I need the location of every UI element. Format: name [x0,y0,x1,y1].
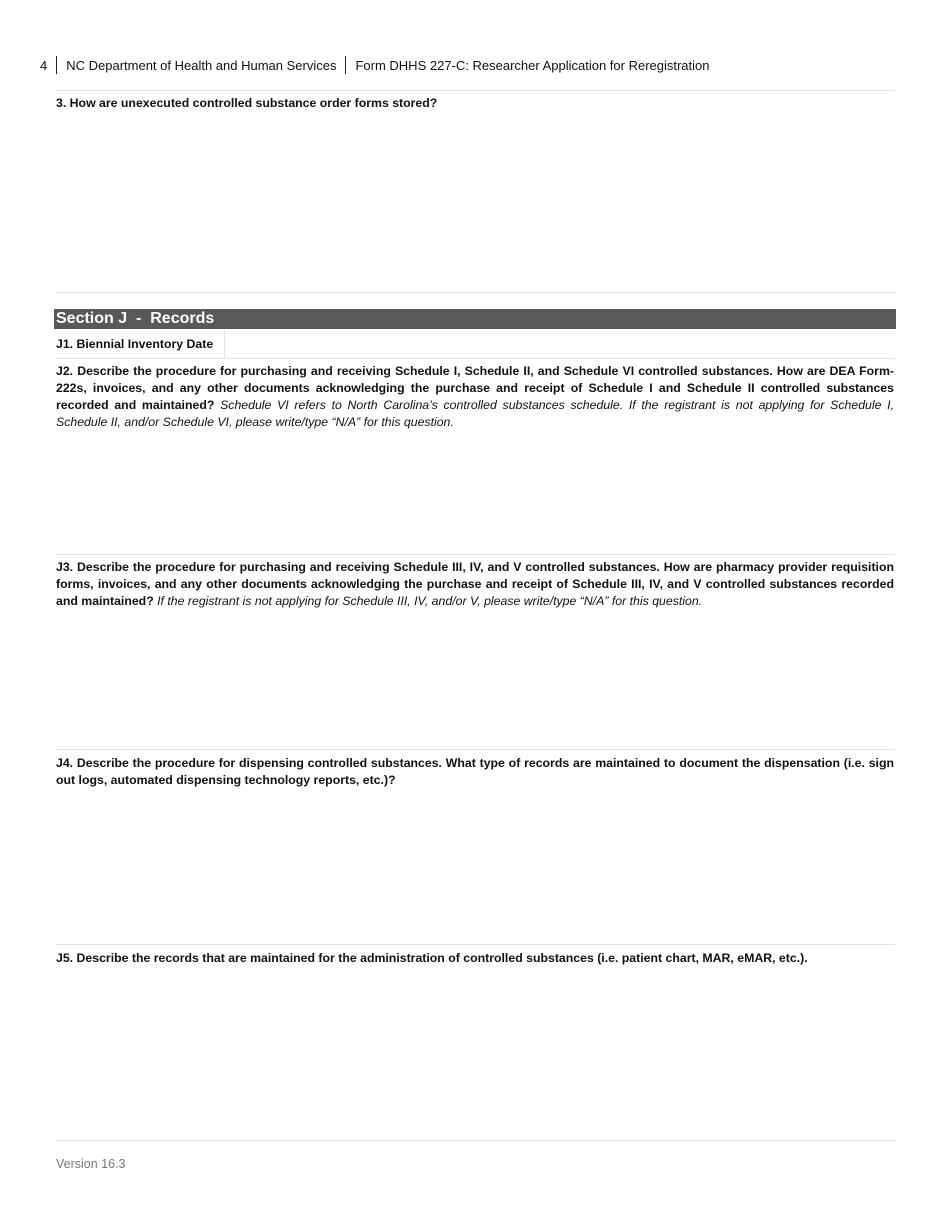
j2-question [56,363,894,431]
divider [55,358,895,359]
j5-question [56,950,894,967]
j2-question-note: Schedule VI refers to North Carolina’s controlled substances schedule. If the registrant is not applying for Schedule I, Schedule II, and/or Schedule VI, please write/type “N/A” for this question. [56,398,895,429]
form-title: Form DHHS 227-C: Researcher Application for Reregistration [355,57,710,73]
section-j-title: Section J - Records [54,309,896,329]
divider [55,749,895,750]
j1-biennial-inventory-date-field[interactable] [224,330,896,358]
divider [55,944,895,945]
header-divider [345,56,346,74]
j4-question [56,755,894,789]
page-number: 4 [40,57,48,73]
header-divider [56,56,57,74]
divider [55,90,895,91]
j3-question [56,559,894,610]
j2-answer-field[interactable] [55,434,895,552]
page-header [40,56,710,74]
divider [55,1140,895,1141]
divider [55,292,895,293]
j3-question-note: If the registrant is not applying for Schedule III, IV, and/or V, please write/type “N/A” for this question. [157,594,703,608]
question-3-answer-field[interactable] [55,113,895,290]
j2-question-bold: J2. Describe the procedure for purchasing and receiving Schedule I, Schedule II, and Schedule VI controlled substances. How are DEA Form-222s, invoices, and any other documents acknowledging the purchase and receipt of Schedule I and Schedule II controlled substances recorded and maintained? [56,364,894,412]
j5-question-bold: J5. Describe the records that are maintained for the administration of controlled substances (i.e. patient chart, MAR, eMAR, etc.). [56,951,808,965]
j4-answer-field[interactable] [55,792,895,942]
j4-question-bold: J4. Describe the procedure for dispensing controlled substances. What type of records are maintained to document the dispensation (i.e. sign out logs, automated dispensing technology reports, etc.)? [56,756,894,787]
question-3-label: 3. How are unexecuted controlled substance order forms stored? [56,96,438,110]
divider [55,554,895,555]
j3-answer-field[interactable] [55,612,895,746]
j3-question-bold: J3. Describe the procedure for purchasing and receiving Schedule III, IV, and V controlled substances. How are pharmacy provider requisition forms, invoices, and any other documents acknowledging the purchase and receipt of Schedule III, IV, and V controlled substances recorded and maintained? [56,560,894,608]
j1-biennial-inventory-label: J1. Biennial Inventory Date [56,337,214,351]
j5-answer-field[interactable] [55,970,895,1138]
version-label: Version 16.3 [56,1157,126,1171]
department-name: NC Department of Health and Human Services [66,57,337,73]
